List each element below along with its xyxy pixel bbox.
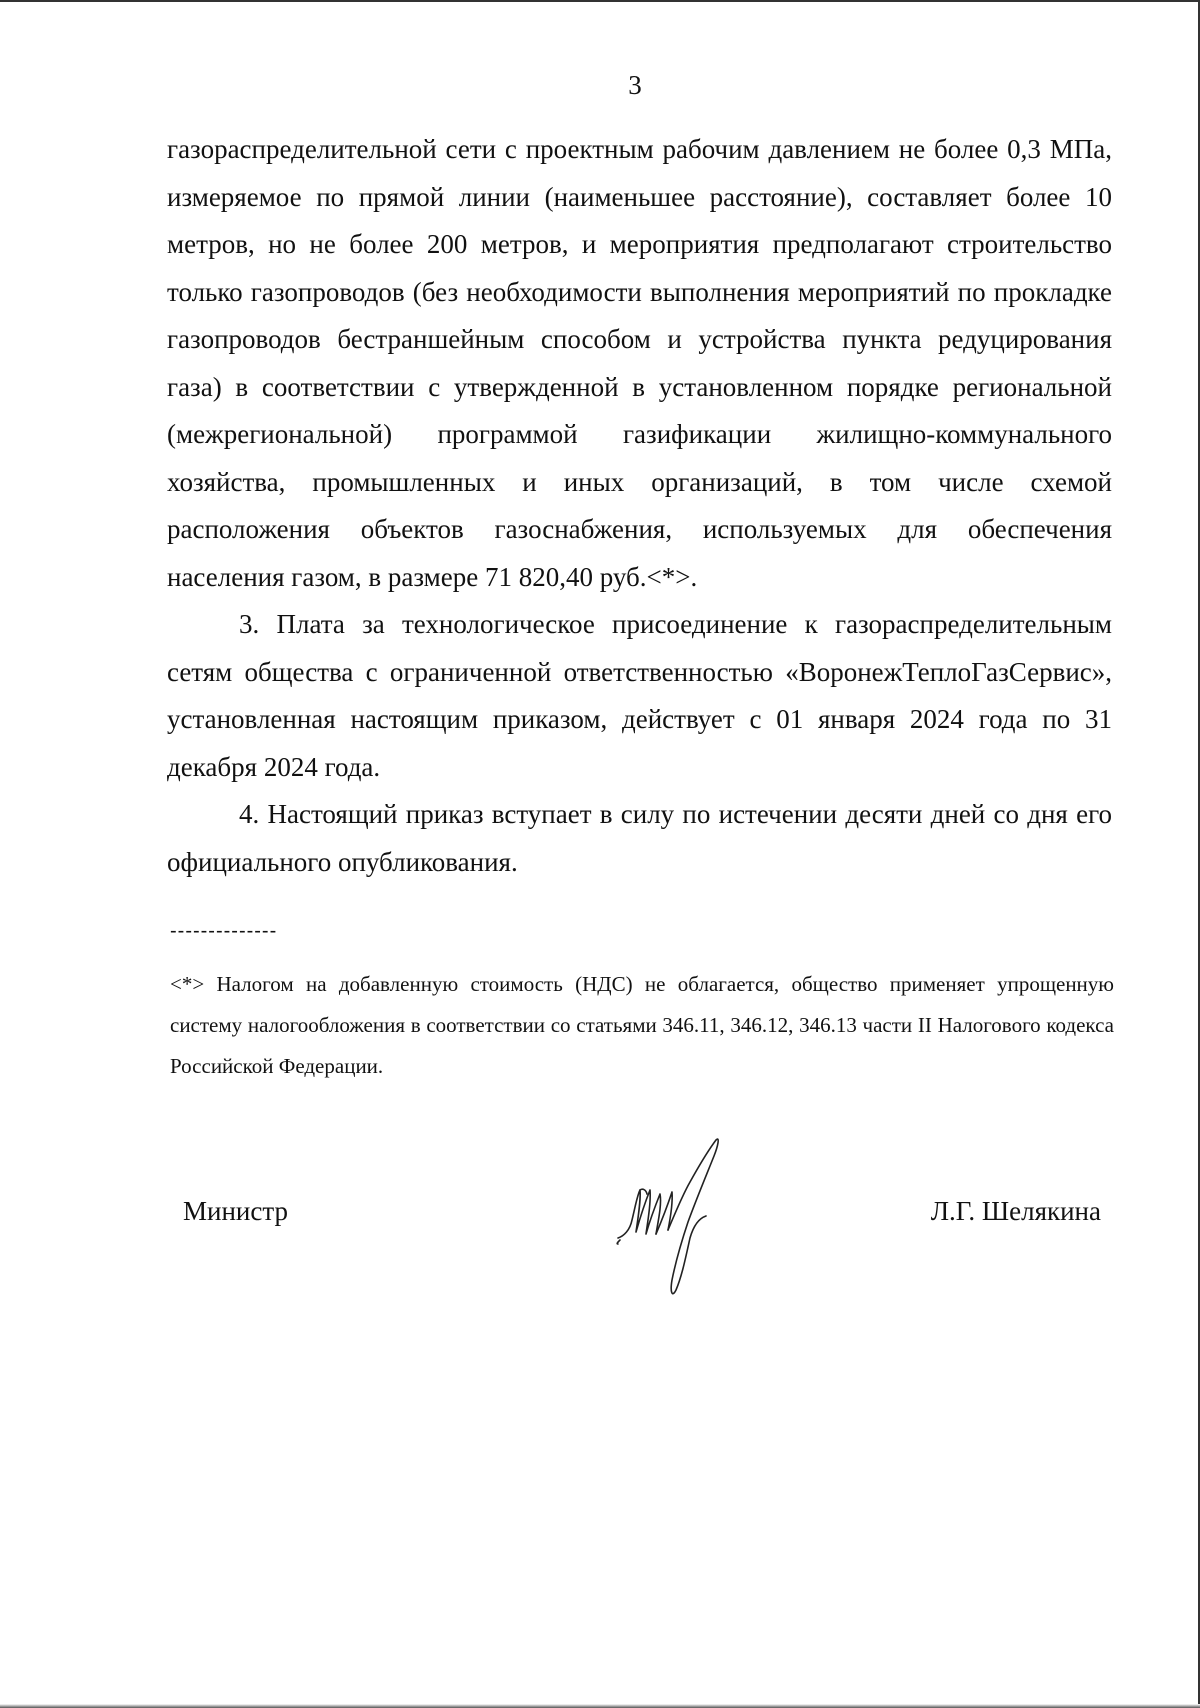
scan-edge [0, 1704, 1200, 1708]
signatory-name: Л.Г. Шелякина [930, 1196, 1101, 1226]
paragraph-continuation: газораспределительной сети с проектным рабочим давлением не более 0,3 МПа, измеряемое по прямой линии (наименьшее расстояние), составляет более 10 метров, но не более 200 метров, и мероприятия предполагают строительство только газопроводов (без необходимости выполнения мероприятий по прокладке газопроводов бестраншейным способом и устройства пункта редуцирования газа) в соответствии с утвержденной в установленном порядке региональной (межрегиональной) программой газификации жилищно-коммунального хозяйства, промышленных и иных организаций, в том числе схемой расположения объектов газоснабжения, используемых для обеспечения населения газом, в размере 71 820,40 руб.<*>. [167, 134, 1112, 592]
footnote-text: <*> Налогом на добавленную стоимость (НДС) не облагается, общество применяет упрощенную систему налогообложения в соответствии со статьями 346.11, 346.12, 346.13 части II Налогового кодекса Российской Федерации. [170, 972, 1114, 1078]
page-number: 3 [628, 70, 642, 100]
paragraph-4: 4. Настоящий приказ вступает в силу по истечении десяти дней со дня его официального опубликования. [167, 799, 1112, 877]
signatory-title: Министр [183, 1196, 288, 1226]
footnote [170, 964, 1114, 1087]
footnote-separator: -------------- [170, 920, 278, 942]
handwritten-signature [610, 1120, 780, 1310]
document-body [167, 126, 1112, 886]
paragraph-3: 3. Плата за технологическое присоединение к газораспределительным сетям общества с ограниченной ответственностью «ВоронежТеплоГазСервис», установленная настоящим приказом, действует с 01 января 2024 года по 31 декабря 2024 года. [167, 609, 1112, 782]
